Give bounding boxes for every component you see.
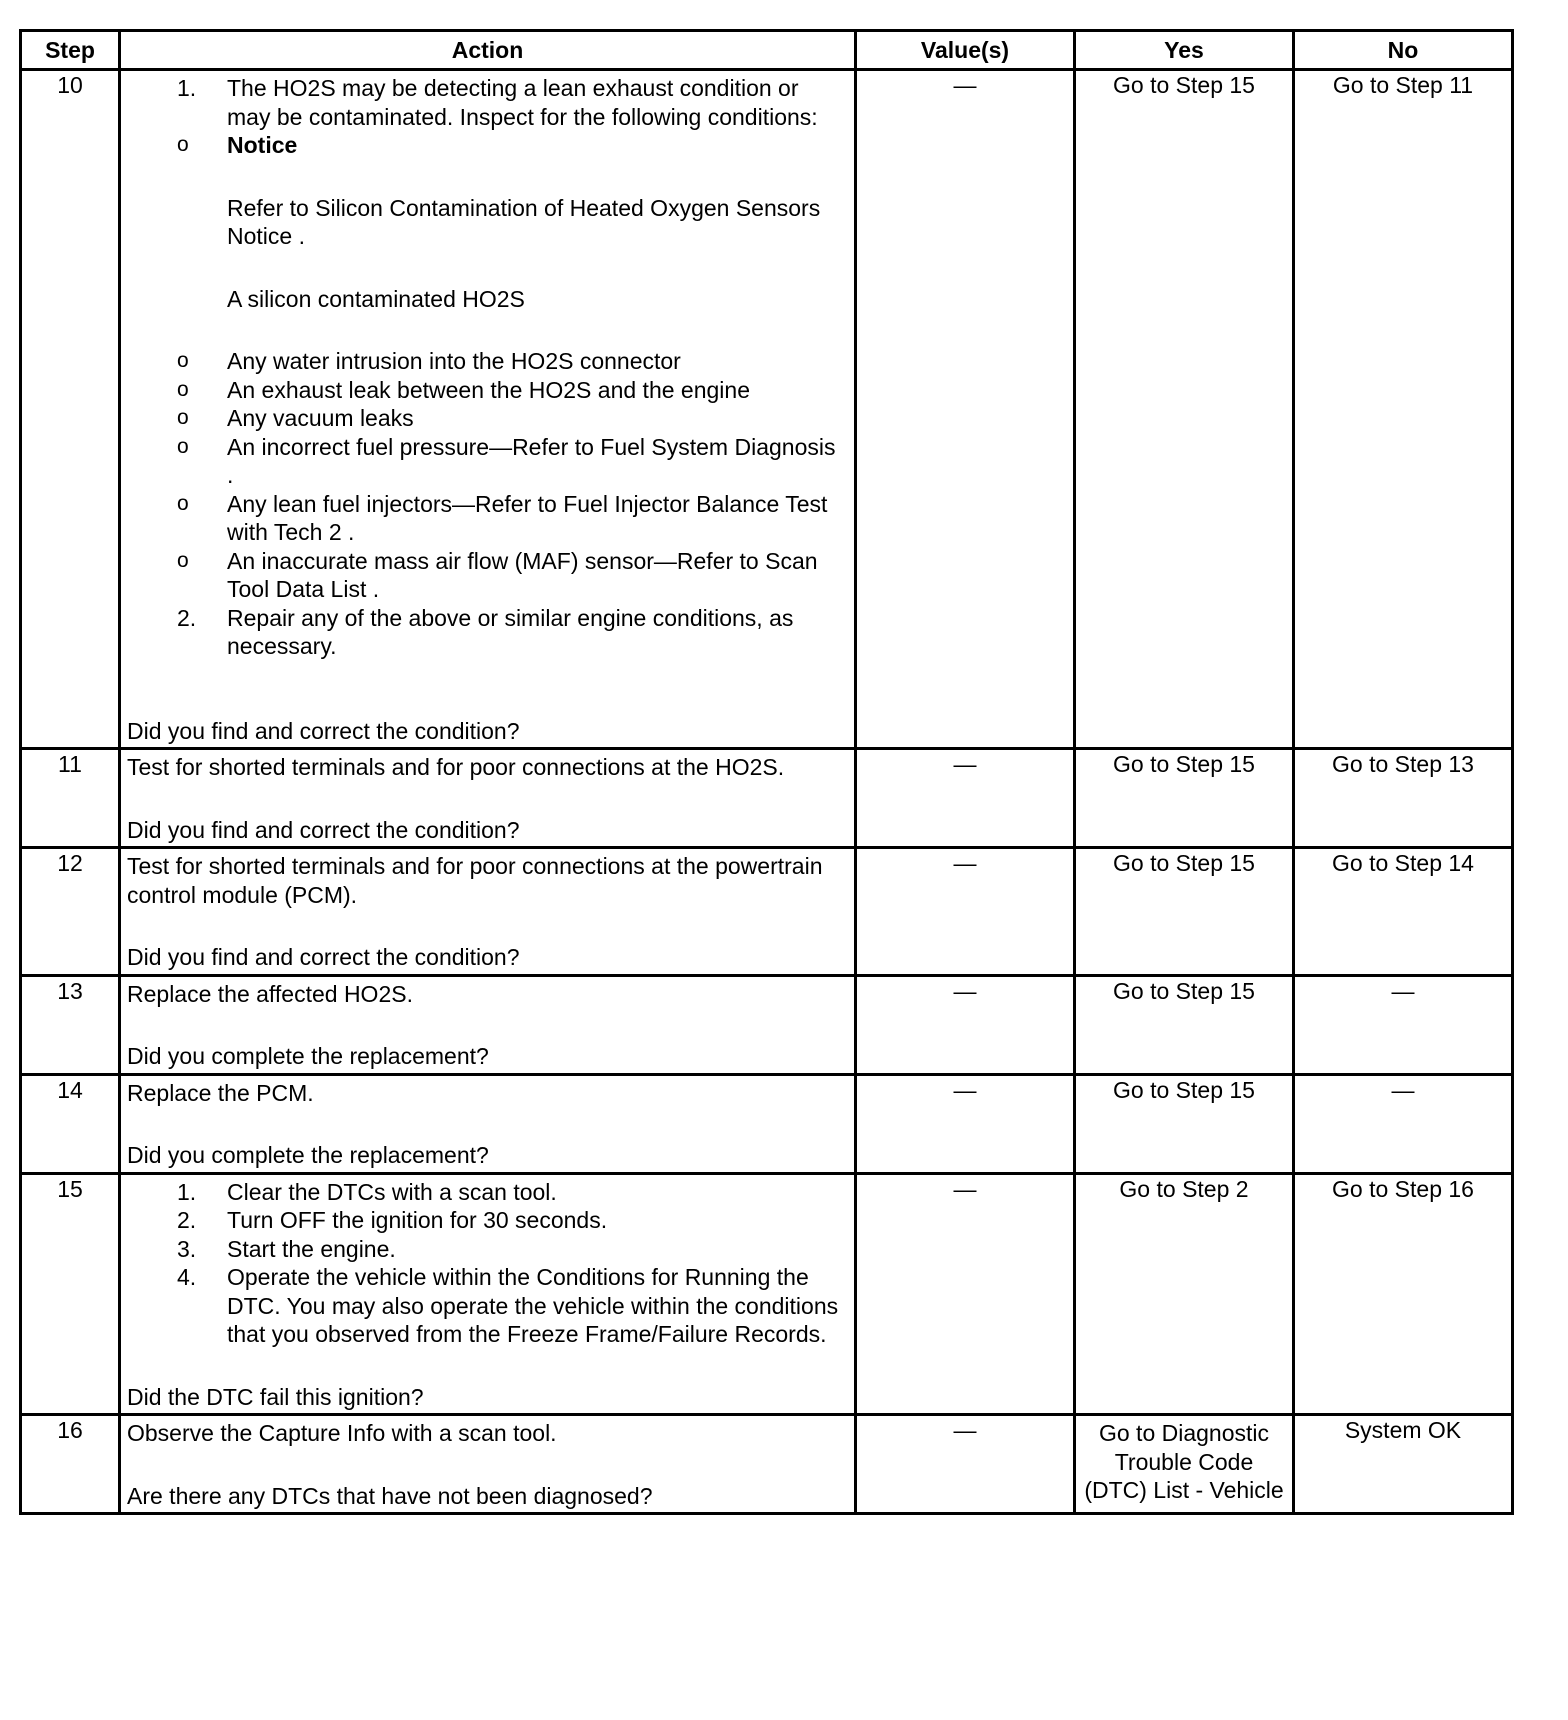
value-cell: — xyxy=(856,70,1075,749)
table-row-step-15 xyxy=(21,1173,1513,1415)
list-item: 3. Start the engine. xyxy=(177,1235,396,1262)
value-cell: — xyxy=(856,1415,1075,1514)
step-number: 11 xyxy=(21,749,120,848)
action-text: Test for shorted terminals and for poor connections at the powertrain control module (PCM). xyxy=(127,853,823,908)
action-steps xyxy=(127,74,848,131)
action-question: Did you complete the replacement? xyxy=(127,1043,489,1069)
list-item: 1. The HO2S may be detecting a lean exhaust condition or may be contaminated. Inspect for the following conditions: xyxy=(177,75,818,130)
notice-text: Refer to Silicon Contamination of Heated Oxygen Sensors Notice . xyxy=(227,194,821,249)
list-item: 1. Clear the DTCs with a scan tool. xyxy=(177,1178,557,1205)
no-cell: Go to Step 14 xyxy=(1294,848,1513,976)
action-question: Did the DTC fail this ignition? xyxy=(127,1383,424,1410)
action-steps xyxy=(127,1178,848,1349)
list-item: o An inaccurate mass air flow (MAF) sensor—Refer to Scan Tool Data List . xyxy=(177,547,818,602)
no-cell: — xyxy=(1294,975,1513,1074)
action-cell xyxy=(120,749,856,848)
action-question: Did you find and correct the condition? xyxy=(127,816,520,843)
value-cell: — xyxy=(856,1074,1075,1173)
list-item: 4. Operate the vehicle within the Conditions for Running the DTC. You may also operate the vehicle within the conditions that you observed from the Freeze Frame/Failure Records. xyxy=(177,1264,839,1347)
step-number: 12 xyxy=(21,848,120,976)
yes-cell: Go to Step 15 xyxy=(1075,749,1294,848)
list-item: o An incorrect fuel pressure—Refer to Fuel System Diagnosis . xyxy=(177,433,836,488)
yes-cell: Go to Step 15 xyxy=(1075,1074,1294,1173)
no-cell: Go to Step 11 xyxy=(1294,70,1513,749)
step-number: 14 xyxy=(21,1074,120,1173)
yes-cell: Go to Diagnostic Trouble Code (DTC) List - Vehicle xyxy=(1075,1415,1294,1514)
list-item: 2. Repair any of the above or similar engine conditions, as necessary. xyxy=(177,604,794,659)
table-row-step-12 xyxy=(21,848,1513,976)
yes-cell: Go to Step 15 xyxy=(1075,70,1294,749)
step-number: 13 xyxy=(21,975,120,1074)
condition-list xyxy=(127,131,848,604)
action-question: Are there any DTCs that have not been diagnosed? xyxy=(127,1482,653,1509)
header-yes: Yes xyxy=(1075,31,1294,70)
no-cell: Go to Step 16 xyxy=(1294,1173,1513,1415)
action-text: Test for shorted terminals and for poor connections at the HO2S. xyxy=(127,754,785,780)
list-item: o Any water intrusion into the HO2S connector xyxy=(177,348,681,374)
list-item: o Any lean fuel injectors—Refer to Fuel Injector Balance Test with Tech 2 . xyxy=(177,490,828,545)
table-row-step-14 xyxy=(21,1074,1513,1173)
action-question: Did you complete the replacement? xyxy=(127,1142,489,1168)
action-question: Did you find and correct the condition? xyxy=(127,944,520,970)
no-cell: System OK xyxy=(1294,1415,1513,1514)
table-row-step-11 xyxy=(21,749,1513,848)
notice-title: Notice xyxy=(227,132,298,158)
action-cell xyxy=(120,1074,856,1173)
list-item: o Notice Refer to Silicon Contamination of Heated Oxygen Sensors Notice . A silicon contaminated HO2S xyxy=(127,131,848,347)
action-text: Replace the PCM. xyxy=(127,1079,314,1106)
header-action: Action xyxy=(120,31,856,70)
action-cell xyxy=(120,1173,856,1415)
action-cell xyxy=(120,70,856,749)
action-cell xyxy=(120,975,856,1074)
list-item: o Any vacuum leaks xyxy=(177,405,414,431)
step-number: 15 xyxy=(21,1173,120,1415)
yes-cell: Go to Step 15 xyxy=(1075,975,1294,1074)
header-row xyxy=(21,31,1513,70)
table-row-step-13 xyxy=(21,975,1513,1074)
header-values: Value(s) xyxy=(856,31,1075,70)
value-cell: — xyxy=(856,848,1075,976)
no-cell: Go to Step 13 xyxy=(1294,749,1513,848)
action-text: Observe the Capture Info with a scan tool. xyxy=(127,1420,557,1446)
value-cell: — xyxy=(856,1173,1075,1415)
action-question: Did you find and correct the condition? xyxy=(127,717,520,744)
diagnostic-table xyxy=(19,29,1514,1515)
action-cell xyxy=(120,848,856,976)
yes-cell: Go to Step 2 xyxy=(1075,1173,1294,1415)
table-row-step-10 xyxy=(21,70,1513,749)
no-cell: — xyxy=(1294,1074,1513,1173)
step-number: 10 xyxy=(21,70,120,749)
list-item: o An exhaust leak between the HO2S and the engine xyxy=(177,376,750,403)
value-cell: — xyxy=(856,975,1075,1074)
value-cell: — xyxy=(856,749,1075,848)
list-item: 2. Turn OFF the ignition for 30 seconds. xyxy=(177,1207,608,1233)
table-row-step-16 xyxy=(21,1415,1513,1514)
action-text: Replace the affected HO2S. xyxy=(127,980,413,1007)
step-number: 16 xyxy=(21,1415,120,1514)
action-cell xyxy=(120,1415,856,1514)
header-no: No xyxy=(1294,31,1513,70)
action-steps xyxy=(127,604,848,661)
yes-cell: Go to Step 15 xyxy=(1075,848,1294,976)
header-step: Step xyxy=(21,31,120,70)
